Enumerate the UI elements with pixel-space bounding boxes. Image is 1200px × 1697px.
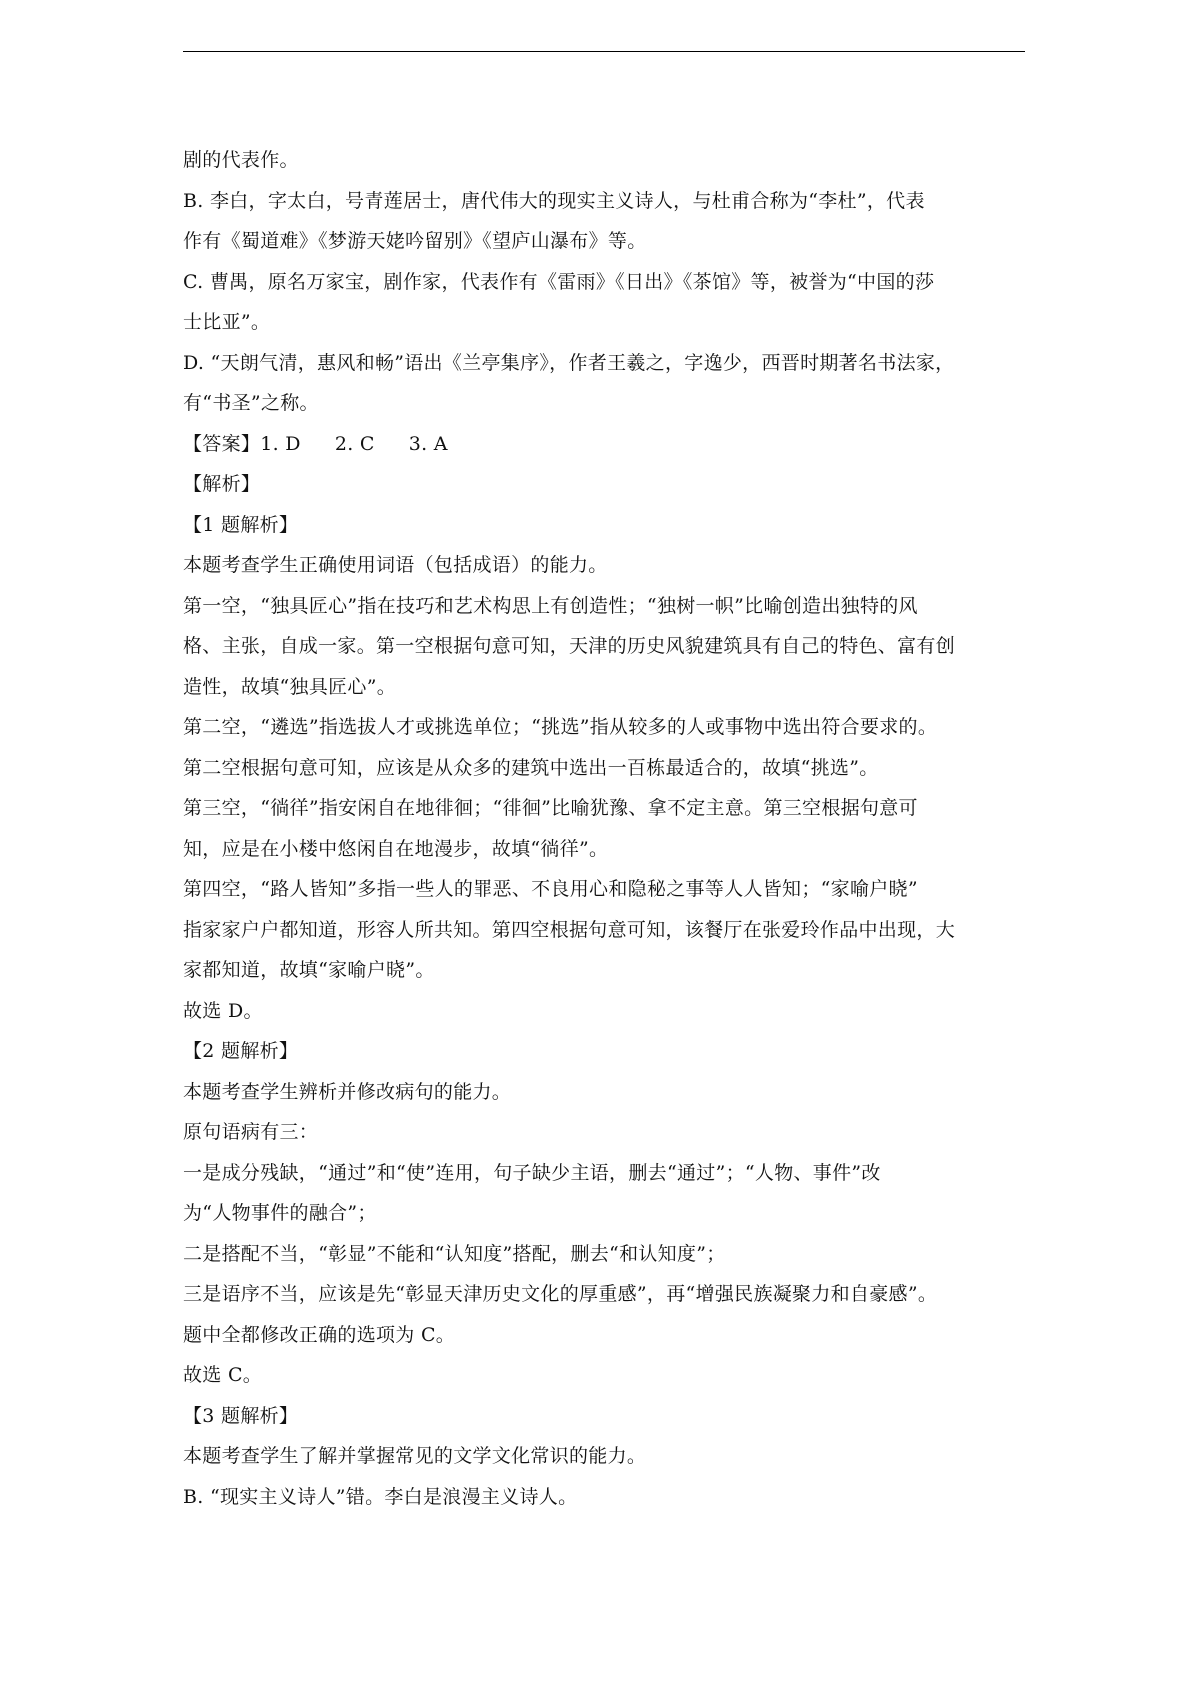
text-line: 第一空，“独具匠心”指在技巧和艺术构思上有创造性；“独树一帜”比喻创造出独特的风 [183, 594, 918, 617]
text-line: 剧的代表作。 [183, 149, 299, 171]
section-heading: 【3 题解析】 [183, 1404, 299, 1427]
section-heading: 【解析】 [183, 473, 261, 495]
text-line: 指家家户户都知道，形容人所共知。第四空根据句意可知，该餐厅在张爱玲作品中出现，大 [183, 918, 956, 941]
text-line: 故选 D。 [183, 999, 263, 1022]
text-line: 为“人物事件的融合”； [183, 1202, 377, 1224]
answer-item: 1. D [260, 432, 301, 455]
text-line: 故选 C。 [183, 1364, 263, 1386]
text-line: 第三空，“徜徉”指安闲自在地徘徊；“徘徊”比喻犹豫、拿不定主意。第三空根据句意可 [183, 797, 918, 819]
text-line: 第四空，“路人皆知”多指一些人的罪恶、不良用心和隐秘之事等人人皆知；“家喻户晓” [183, 878, 918, 900]
text-line: C. 曹禺，原名万家宝，剧作家，代表作有《雷雨》《日出》《茶馆》等，被誉为“中国的莎 [183, 270, 935, 293]
text-line: 有“书圣”之称。 [183, 392, 319, 414]
text-line: 士比亚”。 [183, 311, 271, 333]
section-heading: 【1 题解析】 [183, 513, 299, 536]
document-body [183, 140, 1028, 1517]
text-line: 第二空根据句意可知，应该是从众多的建筑中选出一百栋最适合的，故填“挑选”。 [183, 756, 879, 779]
text-line: 作有《蜀道难》《梦游天姥吟留别》《望庐山瀑布》等。 [183, 230, 647, 252]
text-line: 本题考查学生正确使用词语（包括成语）的能力。 [183, 554, 608, 576]
section-heading: 【2 题解析】 [183, 1040, 299, 1062]
text-line: 原句语病有三： [183, 1121, 319, 1143]
text-line: 本题考查学生了解并掌握常见的文学文化常识的能力。 [183, 1445, 647, 1467]
answer-label: 【答案】 [183, 432, 261, 455]
text-line: 本题考查学生辨析并修改病句的能力。 [183, 1080, 512, 1103]
text-line: 三是语序不当，应该是先“彰显天津历史文化的厚重感”，再“增强民族凝聚力和自豪感”。 [183, 1283, 938, 1305]
text-line: D. “天朗气清，惠风和畅”语出《兰亭集序》，作者王羲之，字逸少，西晋时期著名书法家， [183, 351, 955, 374]
text-line: 知，应是在小楼中悠闲自在地漫步，故填“徜徉”。 [183, 837, 609, 860]
text-line: 二是搭配不当，“彰显”不能和“认知度”搭配，删去“和认知度”； [183, 1242, 726, 1265]
answer-line [183, 424, 1028, 465]
text-line: 格、主张，自成一家。第一空根据句意可知，天津的历史风貌建筑具有自己的特色、富有创 [183, 635, 956, 657]
text-line: 造性，故填“独具匠心”。 [183, 675, 397, 698]
text-line: 一是成分残缺，“通过”和“使”连用，句子缺少主语，删去“通过”；“人物、事件”改 [183, 1161, 881, 1184]
header-rule [183, 51, 1025, 52]
answer-item: 3. A [408, 432, 448, 455]
text-line: B. 李白，字太白，号青莲居士，唐代伟大的现实主义诗人，与杜甫合称为“李杜”，代表 [183, 189, 925, 212]
answer-item: 2. C [334, 432, 375, 455]
text-line: 家都知道，故填“家喻户晓”。 [183, 959, 435, 981]
text-line: 第二空，“遴选”指选拔人才或挑选单位；“挑选”指从较多的人或事物中选出符合要求的。 [183, 716, 938, 738]
text-line: B. “现实主义诗人”错。李白是浪漫主义诗人。 [183, 1485, 578, 1508]
text-line: 题中全都修改正确的选项为 C。 [183, 1323, 456, 1346]
